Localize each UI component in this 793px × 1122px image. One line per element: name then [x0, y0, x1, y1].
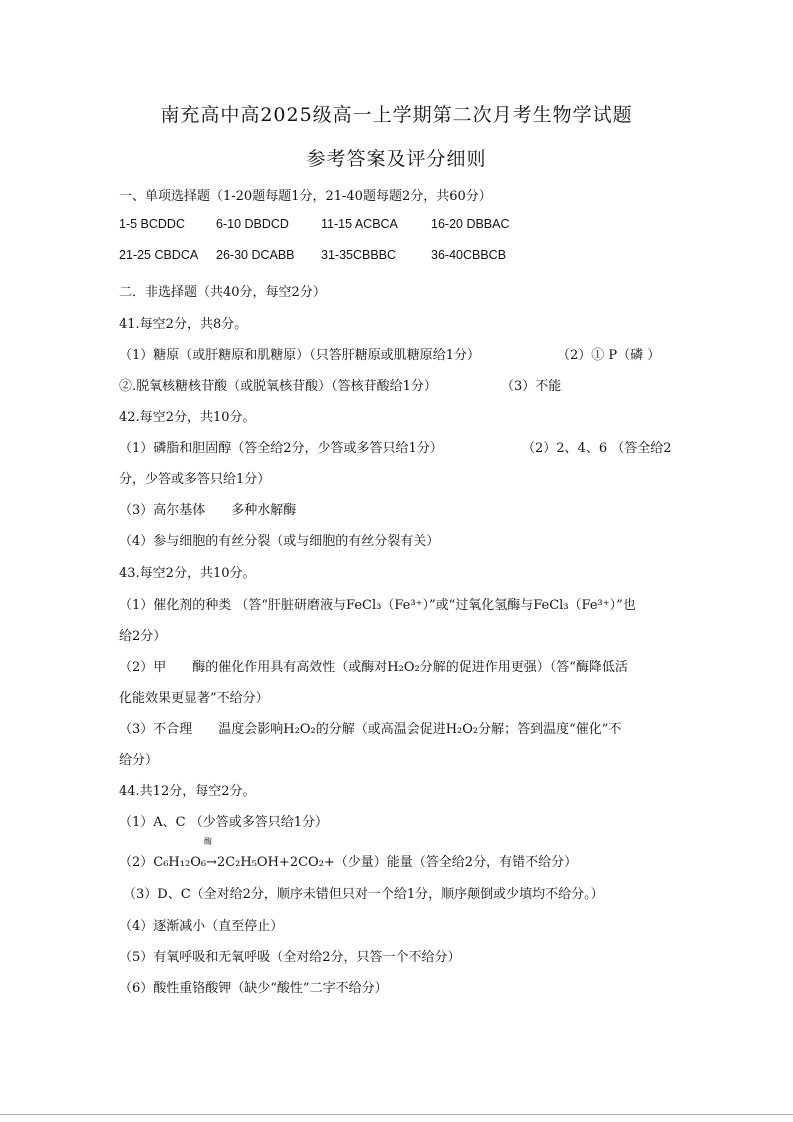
answer-group: 21-25 CBDCA	[119, 248, 199, 262]
q43-line: （2）甲 酶的催化作用具有高效性（或酶对H₂O₂分解的促进作用更强）（答“酶降低活	[119, 660, 628, 675]
q43-line: 给分）	[119, 753, 159, 768]
q41-line: （1）糖原（或肝糖原和肌糖原）（只答肝糖原或肌糖原给1分）	[119, 348, 481, 363]
q41-line: （3）不能	[501, 379, 562, 394]
answer-group: 1-5 BCDDC	[119, 217, 185, 231]
page-title: 南充高中高2025级高一上学期第二次月考生物学试题	[160, 104, 633, 126]
q43-line: （1）催化剂的种类 （答“肝脏研磨液与FeCl₃（Fe³⁺）”或“过氧化氢酶与FeCl₃（Fe³⁺）”也	[119, 598, 636, 613]
q42-line: 分，少答或多答只给1分）	[119, 472, 271, 487]
enzyme-arrow-label: 酶	[204, 837, 212, 846]
q44-line: （6）酸性重铬酸钾（缺少“酸性”二字不给分）	[119, 981, 388, 996]
q43-line: （3）不合理 温度会影响H₂O₂的分解（或高温会促进H₂O₂分解；答到温度“催化”不	[119, 722, 622, 737]
q43-line: 化能效果更显著”不给分）	[119, 691, 269, 706]
q43-line: 给2分）	[119, 629, 167, 644]
q42-line: （4）参与细胞的有丝分裂（或与细胞的有丝分裂有关）	[119, 534, 440, 549]
q44-heading: 44.共12分，每空2分。	[119, 784, 256, 799]
q41-heading: 41.每空2分，共8分。	[119, 317, 248, 332]
answer-group: 11-15 ACBCA	[321, 217, 398, 231]
answer-group: 31-35CBBBC	[321, 248, 397, 262]
answer-group: 36-40CBBCB	[431, 248, 507, 262]
q44-line: （2）C₆H₁₂O₆→2C₂H₅OH+2CO₂+（少量）能量（答全给2分，有错不给分）	[119, 855, 578, 870]
answer-group: 6-10 DBDCD	[216, 217, 289, 231]
page-bottom-rule	[0, 1114, 793, 1115]
q42-line: （1）磷脂和胆固醇（答全给2分，少答或多答只给1分）	[119, 441, 443, 456]
page-subtitle: 参考答案及评分细则	[306, 148, 487, 170]
q44-line: （5）有氧呼吸和无氧呼吸（全对给2分，只答一个不给分）	[119, 950, 461, 965]
section-1-heading: 一、单项选择题（1-20题每题1分，21-40题每题2分，共60分）	[119, 189, 492, 204]
q42-line: （2）2、4、6 （答全给2	[522, 441, 672, 456]
q44-line: （4）逐渐减小（直至停止）	[119, 919, 284, 934]
q41-line: ②.脱氧核糖核苷酸（或脱氧核苷酸）（答核苷酸给1分）	[119, 379, 437, 394]
q41-line: （2）① P（磷 ）	[557, 348, 661, 363]
answer-group: 16-20 DBBAC	[431, 217, 510, 231]
q42-line: （3）高尔基体 多种水解酶	[119, 503, 297, 518]
q44-line: （1）A、C （少答或多答只给1分）	[119, 815, 329, 830]
q44-line: （3）D、C（全对给2分，顺序未错但只对一个给1分，顺序颠倒或少填均不给分。）	[123, 887, 604, 902]
section-2-heading: 二．非选择题（共40分，每空2分）	[119, 285, 326, 300]
answer-group: 26-30 DCABB	[216, 248, 295, 262]
q43-heading: 43.每空2分，共10分。	[119, 566, 256, 581]
q42-heading: 42.每空2分，共10分。	[119, 410, 256, 425]
